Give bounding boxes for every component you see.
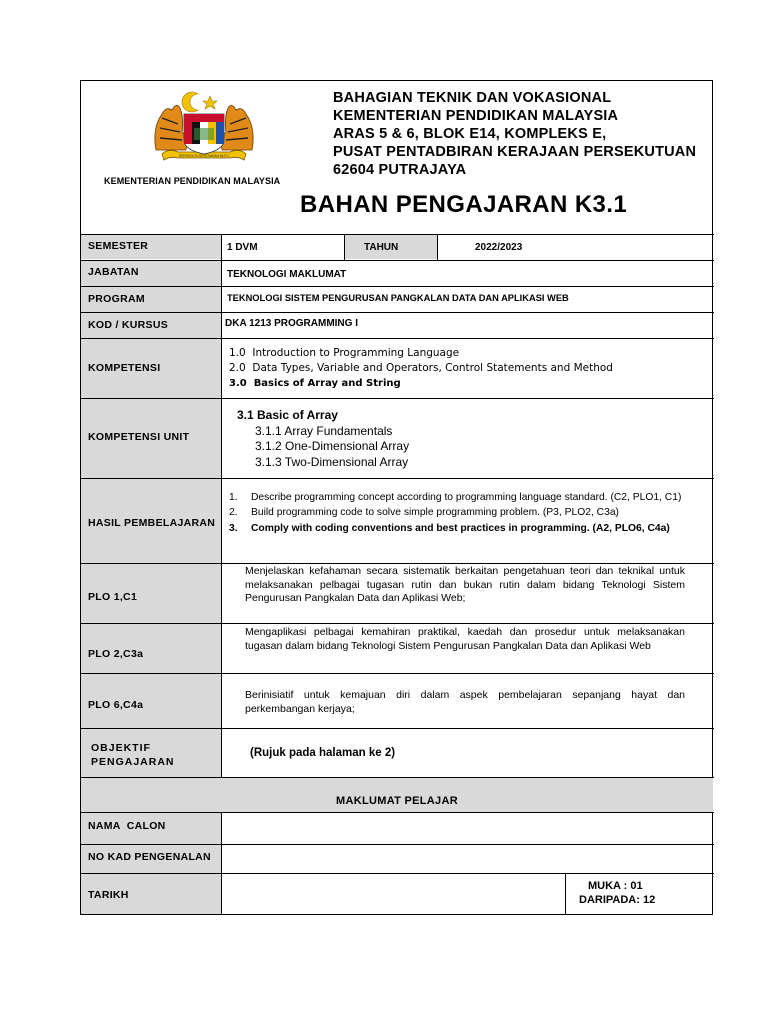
kompetensi-unit-item: 3.1.3 Two-Dimensional Array (255, 455, 409, 469)
plo6-text: Berinisiatif untuk kemajuan diri dalam aspek pembelajaran sepanjang hayat dan perkembangan kerjaya; (245, 689, 685, 715)
kompetensi-unit-item: 3.1.1 Array Fundamentals (255, 424, 393, 438)
org-line-1: BAHAGIAN TEKNIK DAN VOKASIONAL (333, 90, 612, 106)
plo1-text: Menjelaskan kefahaman secara sistematik berkaitan pengetahuan teori dan teknikal untuk melaksanakan pelbagai tugasan rutin dan bukan rutin dalam bidang Teknologi Sistem Pengurusan Pangkalan Data dan Aplikasi Web; (245, 565, 685, 604)
org-line-2: KEMENTERIAN PENDIDIKAN MALAYSIA (333, 108, 619, 124)
tahun-label: TAHUN (364, 242, 399, 253)
hasil-item: 1. Describe programming concept according to programming language standard. (C2, PLO1, C1) (229, 492, 682, 503)
semester-value: 1 DVM (227, 242, 258, 253)
objektif-label-1: OBJEKTIF (91, 742, 151, 754)
tahun-value: 2022/2023 (475, 242, 523, 253)
plo6-label: PLO 6,C4a (88, 699, 144, 711)
jabatan-label: JABATAN (88, 266, 139, 278)
daripada-total-pages: DARIPADA: 12 (579, 894, 656, 906)
hasil-item: 3. Comply with coding conventions and best practices in programming. (A2, PLO6, C4a) (229, 523, 670, 534)
ministry-caption: KEMENTERIAN PENDIDIKAN MALAYSIA (104, 176, 281, 186)
no-kad-pengenalan-label: NO KAD PENGENALAN (88, 851, 211, 863)
nama-calon-field[interactable] (222, 813, 713, 844)
kompetensi-unit-label: KOMPETENSI UNIT (88, 431, 190, 443)
logo-motto: BERSEKUTU BERTAMBAH MUTU (178, 154, 229, 158)
kompetensi-item: 2.0 Data Types, Variable and Operators, Control Statements and Method (229, 362, 613, 374)
hasil-item: 2. Build programming code to solve simple programming problem. (P3, PLO2, C3a) (229, 507, 619, 518)
kod-kursus-value: DKA 1213 PROGRAMMING I (225, 318, 358, 329)
plo2-text: Mengaplikasi pelbagai kemahiran praktikal, kaedah dan prosedur untuk melaksanakan tugasan dalam bidang Teknologi Sistem Pengurusan Pangkalan Data dan Aplikasi Web (245, 626, 685, 652)
kod-kursus-label: KOD / KURSUS (88, 319, 169, 331)
tarikh-field[interactable] (222, 874, 565, 914)
semester-label: SEMESTER (88, 240, 149, 252)
nama-calon-label: NAMA CALON (88, 820, 166, 832)
tarikh-label: TARIKH (88, 889, 129, 901)
muka-page-number: MUKA : 01 (588, 880, 643, 892)
program-value: TEKNOLOGI SISTEM PENGURUSAN PANGKALAN DATA DAN APLIKASI WEB (227, 293, 569, 303)
kompetensi-label: KOMPETENSI (88, 362, 161, 374)
org-line-5: 62604 PUTRAJAYA (333, 162, 467, 178)
objektif-value: (Rujuk pada halaman ke 2) (250, 747, 396, 759)
plo1-label: PLO 1,C1 (88, 591, 138, 603)
document-title: BAHAN PENGAJARAN K3.1 (300, 191, 628, 218)
kompetensi-unit-heading: 3.1 Basic of Array (237, 408, 338, 422)
org-line-3: ARAS 5 & 6, BLOK E14, KOMPLEKS E, (333, 126, 607, 142)
maklumat-heading: MAKLUMAT PELAJAR (336, 795, 458, 807)
plo2-label: PLO 2,C3a (88, 648, 144, 660)
no-kad-pengenalan-field[interactable] (222, 845, 713, 873)
kompetensi-item: 3.0 Basics of Array and String (229, 378, 401, 389)
objektif-label-2: PENGAJARAN (91, 756, 175, 768)
program-label: PROGRAM (88, 293, 145, 305)
jabatan-value: TEKNOLOGI MAKLUMAT (227, 269, 347, 280)
kompetensi-unit-item: 3.1.2 One-Dimensional Array (255, 439, 410, 453)
kompetensi-item: 1.0 Introduction to Programming Language (229, 347, 460, 359)
org-line-4: PUSAT PENTADBIRAN KERAJAAN PERSEKUTUAN (333, 144, 697, 160)
hasil-label: HASIL PEMBELAJARAN (88, 517, 216, 529)
